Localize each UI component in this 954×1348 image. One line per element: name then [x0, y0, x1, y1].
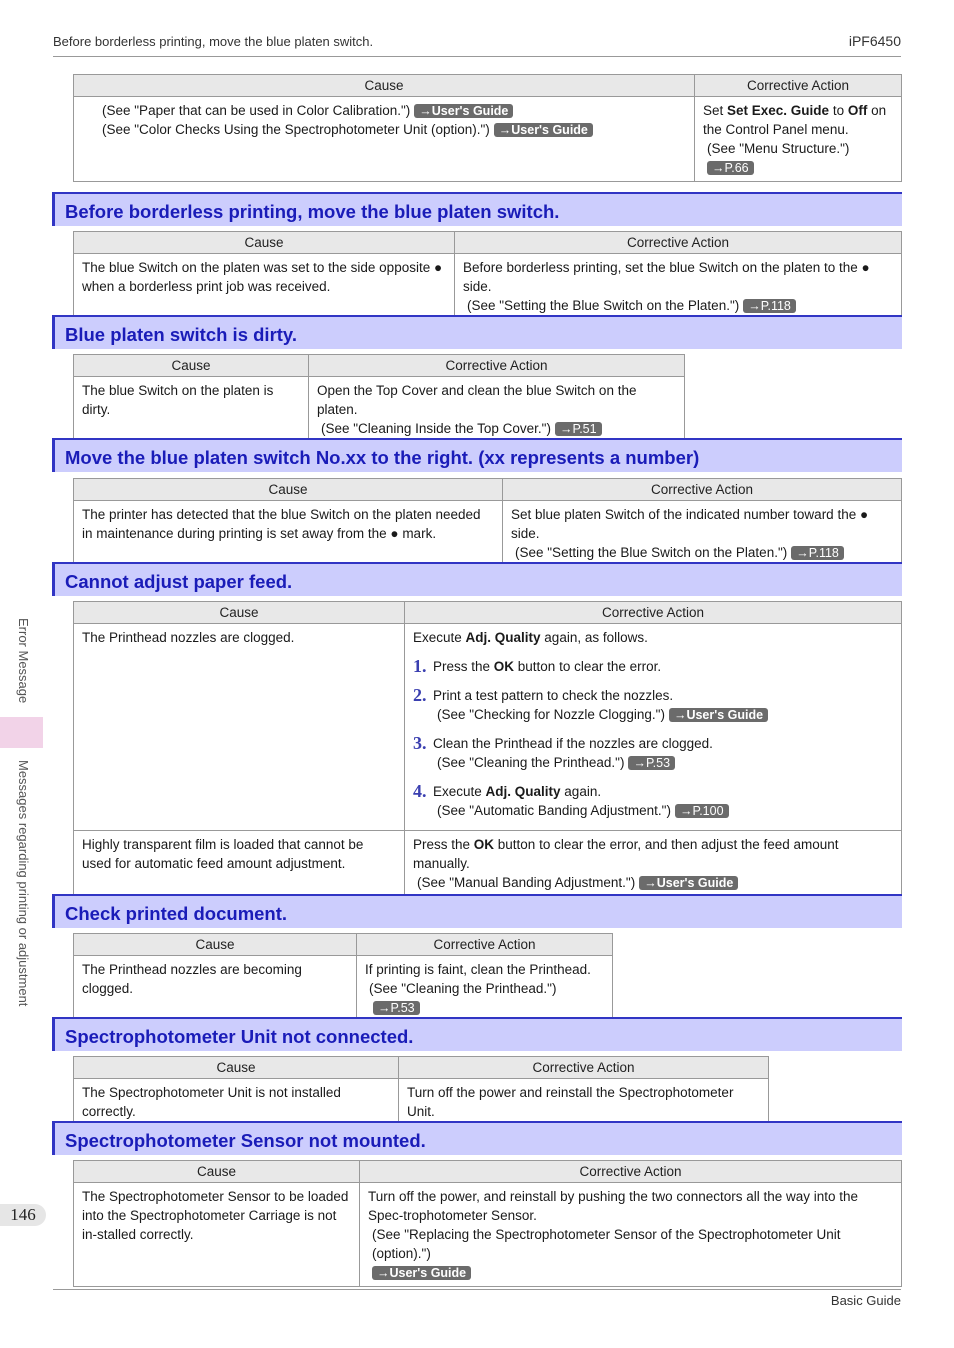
step-ref: (See "Automatic Banding Adjustment.")	[437, 803, 671, 818]
table-borderless	[73, 231, 902, 320]
section-title: Spectrophotometer Unit not connected.	[65, 1026, 414, 1047]
section-title: Check printed document.	[65, 903, 288, 924]
header-action: Corrective Action	[360, 1161, 902, 1183]
step-1	[413, 657, 893, 676]
step-bold: OK	[493, 659, 515, 674]
page-link[interactable]: →P.66	[707, 161, 754, 175]
table-row	[74, 956, 613, 1022]
action-ref: (See "Setting the Blue Switch on the Platen.")	[515, 545, 788, 560]
header-cause: Cause	[74, 479, 503, 501]
step-number: 1.	[413, 656, 427, 676]
action-cell	[357, 956, 613, 1022]
cause-cell: Highly transparent film is loaded that cannot be used for automatic feed amount adjustment.	[74, 831, 405, 897]
section-heading	[52, 438, 902, 472]
users-guide-link[interactable]: →User's Guide	[372, 1266, 471, 1280]
table-sensor-not-mounted	[73, 1160, 902, 1287]
step-2	[413, 686, 893, 724]
page-link[interactable]: →P.51	[555, 422, 602, 436]
header-action: Corrective Action	[309, 355, 685, 377]
step-text: Clean the Printhead if the nozzles are clogged.	[433, 736, 713, 751]
table-header-row	[74, 934, 613, 956]
action-cell	[455, 254, 902, 320]
section-heading	[52, 192, 902, 226]
table-paper-feed	[73, 601, 902, 897]
action-text: Set	[703, 103, 728, 118]
users-guide-link[interactable]: →User's Guide	[669, 708, 768, 722]
cause-cell: The printer has detected that the blue Switch on the platen needed in maintenance during printing is set away from the ● mark.	[74, 501, 503, 567]
table-header-row	[74, 602, 902, 624]
table-header-row	[74, 355, 685, 377]
header-action: Corrective Action	[695, 75, 902, 97]
table-calibration-cont	[73, 74, 902, 182]
action-text: on the Control Panel menu.	[703, 103, 887, 137]
action-ref: (See "Setting the Blue Switch on the Platen.")	[467, 298, 740, 313]
step-bold: Adj. Quality	[485, 784, 561, 799]
action-cell	[360, 1183, 902, 1287]
step-ref: (See "Cleaning the Printhead.")	[437, 755, 625, 770]
action-cell	[695, 97, 902, 182]
users-guide-link[interactable]: →User's Guide	[639, 876, 738, 890]
running-header-model: iPF6450	[848, 33, 901, 49]
action-cell	[405, 831, 902, 897]
section-heading	[52, 562, 902, 596]
section-heading	[52, 894, 902, 928]
action-bold: Set Exec. Guide	[727, 103, 830, 118]
footer-divider	[53, 1289, 901, 1290]
table-row	[74, 831, 902, 897]
step-text: Print a test pattern to check the nozzles.	[433, 688, 674, 703]
action-text: button to clear the error, and then adjust the feed amount manually.	[413, 837, 839, 871]
step-text: button to clear the error.	[514, 659, 662, 674]
step-number: 3.	[413, 733, 427, 753]
step-ref: (See "Checking for Nozzle Clogging.")	[437, 707, 665, 722]
table-header-row	[74, 1057, 769, 1079]
section-heading	[52, 1017, 902, 1051]
section-heading	[52, 315, 902, 349]
section-title: Move the blue platen switch No.xx to the right. (xx represents a number)	[65, 447, 700, 468]
action-ref: (See "Cleaning the Printhead.")	[369, 981, 557, 996]
cause-ref: (See "Color Checks Using the Spectrophotometer Unit (option).")	[102, 122, 490, 137]
side-tab-error-message[interactable]: Error Message	[16, 618, 31, 704]
action-ref: (See "Cleaning Inside the Top Cover.")	[321, 421, 551, 436]
table-check-printed	[73, 933, 613, 1022]
table-row	[74, 377, 685, 443]
table-row	[74, 97, 902, 182]
header-action: Corrective Action	[357, 934, 613, 956]
page-number: 146	[0, 1204, 46, 1226]
table-row	[74, 1079, 769, 1126]
cause-cell: The Printhead nozzles are clogged.	[74, 624, 405, 831]
step-3	[413, 734, 893, 772]
action-bold: OK	[473, 837, 495, 852]
action-text: Set blue platen Switch of the indicated number toward the ● side.	[511, 507, 869, 541]
footer-guide-name: Basic Guide	[830, 1293, 901, 1308]
step-number: 4.	[413, 781, 427, 801]
action-text: Execute	[413, 630, 466, 645]
table-dirty-switch	[73, 354, 685, 443]
action-text: again, as follows.	[540, 630, 648, 645]
cause-ref: (See "Paper that can be used in Color Calibration.")	[102, 103, 411, 118]
page-link[interactable]: →P.100	[675, 804, 729, 818]
table-header-row	[74, 75, 902, 97]
step-text: Execute	[433, 784, 486, 799]
page-link[interactable]: →P.118	[791, 546, 844, 560]
step-text: Press the	[433, 659, 494, 674]
section-title: Cannot adjust paper feed.	[65, 571, 293, 592]
header-action: Corrective Action	[399, 1057, 769, 1079]
cause-cell: The Printhead nozzles are becoming clogged.	[74, 956, 357, 1022]
action-ref: (See "Menu Structure.")	[707, 141, 850, 156]
cause-cell	[74, 97, 695, 182]
action-bold: Adj. Quality	[465, 630, 541, 645]
side-tab-marker	[0, 717, 43, 748]
table-row	[74, 501, 902, 567]
header-cause: Cause	[74, 355, 309, 377]
action-cell	[405, 624, 902, 831]
table-move-switch	[73, 478, 902, 567]
header-cause: Cause	[74, 232, 455, 254]
section-title: Spectrophotometer Sensor not mounted.	[65, 1130, 426, 1151]
side-tab-messages-printing[interactable]: Messages regarding printing or adjustment	[16, 760, 31, 1007]
action-cell	[503, 501, 902, 567]
table-unit-not-connected	[73, 1056, 769, 1126]
table-header-row	[74, 479, 902, 501]
page-link[interactable]: →P.118	[743, 299, 796, 313]
action-text: Press the	[413, 837, 474, 852]
cause-cell: The blue Switch on the platen was set to the side opposite ● when a borderless print job was received.	[74, 254, 455, 320]
page-link[interactable]: →P.53	[628, 756, 675, 770]
action-text: Turn off the power, and reinstall by pushing the two connectors all the way into the Spec-trophotometer Sensor.	[368, 1189, 859, 1223]
step-number: 2.	[413, 685, 427, 705]
step-text: again.	[560, 784, 602, 799]
header-cause: Cause	[74, 934, 357, 956]
users-guide-link[interactable]: →User's Guide	[414, 104, 513, 118]
action-ref: (See "Replacing the Spectrophotometer Sensor of the Spectrophotometer Unit (option).")	[372, 1227, 841, 1261]
action-ref: (See "Manual Banding Adjustment.")	[417, 875, 636, 890]
header-action: Corrective Action	[405, 602, 902, 624]
action-bold: Off	[847, 103, 868, 118]
cause-cell: The Spectrophotometer Sensor to be loaded into the Spectrophotometer Carriage is not in-stalled correctly.	[74, 1183, 360, 1287]
table-row	[74, 624, 902, 831]
table-row	[74, 1183, 902, 1287]
table-header-row	[74, 1161, 902, 1183]
header-cause: Cause	[74, 75, 695, 97]
table-header-row	[74, 232, 902, 254]
page-link[interactable]: →P.53	[373, 1001, 420, 1015]
header-action: Corrective Action	[503, 479, 902, 501]
section-heading	[52, 1121, 902, 1155]
section-title: Before borderless printing, move the blue platen switch.	[65, 201, 560, 222]
section-title: Blue platen switch is dirty.	[65, 324, 297, 345]
table-row	[74, 254, 902, 320]
running-header-title: Before borderless printing, move the blue platen switch.	[53, 34, 374, 49]
cause-cell: The blue Switch on the platen is dirty.	[74, 377, 309, 443]
header-divider	[53, 56, 901, 57]
step-4	[413, 782, 893, 820]
header-action: Corrective Action	[455, 232, 902, 254]
action-text: to	[829, 103, 848, 118]
action-text: Open the Top Cover and clean the blue Switch on the platen.	[317, 383, 637, 417]
action-text: If printing is faint, clean the Printhead.	[365, 962, 591, 977]
header-cause: Cause	[74, 602, 405, 624]
action-cell	[309, 377, 685, 443]
header-cause: Cause	[74, 1057, 399, 1079]
action-cell: Turn off the power and reinstall the Spectrophotometer Unit.	[399, 1079, 769, 1126]
action-text: Before borderless printing, set the blue Switch on the platen to the ● side.	[463, 260, 870, 294]
header-cause: Cause	[74, 1161, 360, 1183]
cause-cell: The Spectrophotometer Unit is not installed correctly.	[74, 1079, 399, 1126]
users-guide-link[interactable]: →User's Guide	[494, 123, 593, 137]
